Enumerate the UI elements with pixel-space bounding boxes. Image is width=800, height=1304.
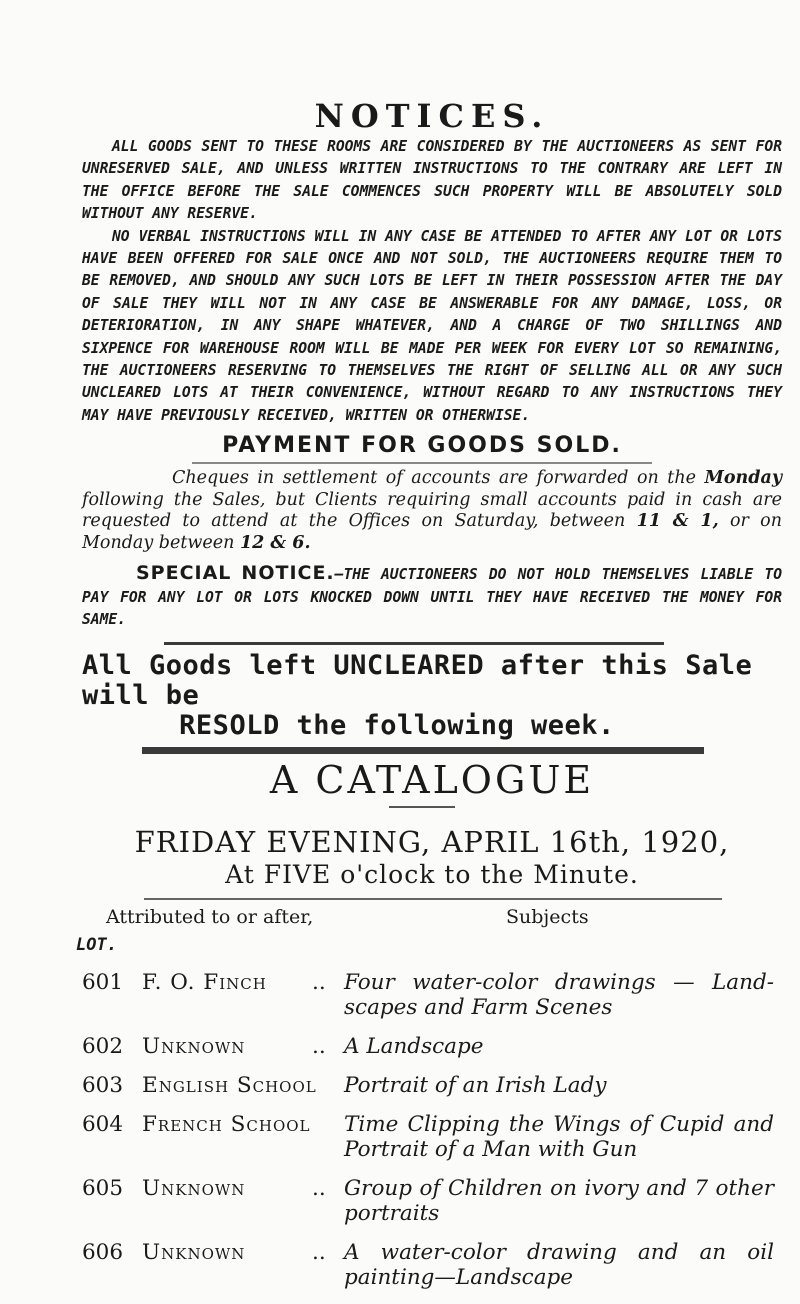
lot-number: 605 <box>82 1175 124 1201</box>
special-notice-lead: SPECIAL NOTICE. <box>136 562 335 585</box>
payment-paragraph <box>82 468 782 554</box>
sale-date: FRIDAY EVENING, APRIL 16th, 1920, <box>134 824 730 859</box>
lot-dots: .. <box>312 1239 326 1265</box>
lot-dots: .. <box>312 969 326 995</box>
payment-text-3: or on Monday between <box>82 511 782 553</box>
special-notice-text: —THE AUCTIONEERS DO NOT HOLD THEMSELVES LIABLE TO PAY FOR ANY LOT OR LOTS KNOCKED DOWN UNTIL THEY HAVE RECEIVED THE MONEY FOR SAME. <box>82 566 782 629</box>
lot-artist: F. O. Finch <box>142 969 267 995</box>
lot-artist: French School <box>142 1111 311 1137</box>
column-attributed: Attributed to or after, <box>106 905 314 928</box>
notice-verbal-instructions <box>82 226 782 428</box>
lot-artist: English School <box>142 1072 317 1098</box>
lot-row <box>82 970 782 1020</box>
lot-number: 602 <box>82 1033 124 1059</box>
payment-text-2: following the Sales, but Clients requiring small accounts paid in cash are requested to attend at the Offices on Saturday, between <box>82 489 782 532</box>
lot-number: 601 <box>82 969 124 995</box>
divider-rule <box>164 642 664 645</box>
payment-text-1: Cheques in settlement of accounts are forwarded on the <box>172 468 705 489</box>
sale-time: At FIVE o'clock to the Minute. <box>225 859 639 889</box>
payment-heading: PAYMENT FOR GOODS SOLD. <box>192 431 652 464</box>
lot-row <box>82 1176 782 1226</box>
payment-day: Monday <box>704 468 782 489</box>
payment-hours-monday: 12 & 6. <box>239 532 311 553</box>
column-lot: LOT. <box>76 934 117 955</box>
divider-rule-bottom <box>144 898 722 900</box>
lot-number: 604 <box>82 1111 124 1137</box>
lot-artist: Unknown <box>142 1175 246 1201</box>
notice-verbal-text: NO VERBAL INSTRUCTIONS WILL IN ANY CASE BE ATTENDED TO AFTER ANY LOT OR LOTS HAVE BEEN OFFERED FOR SALE ONCE AND NOT SOLD, THE AUCTIONEERS REQUIRE THEM TO BE REMOVED, AND SHOULD ANY SUCH LOTS BE LEFT IN THEIR POSSESSION AFTER THE DAY OF SALE THEY WILL NOT IN ANY CASE BE ANSWERABLE FOR ANY DAMAGE, LOSS, OR DETERIORATION, IN ANY SHAPE WHATEVER, AND A CHARGE OF TWO SHILLINGS AND SIXPENCE FOR WAREHOUSE ROOM WILL BE MADE PER WEEK FOR EVERY LOT SO REMAINING, THE AUCTIONEERS RESERVING TO THEMSELVES THE RIGHT OF SELLING ALL OR ANY SUCH UNCLEARED LOTS AT THEIR CONVENIENCE, WITHOUT REGARD TO ANY INSTRUCTIONS THEY MAY HAVE PREVIOUSLY RECEIVED, WRITTEN OR OTHERWISE. <box>82 227 782 424</box>
uncleared-line-1: All Goods left UNCLEARED after this Sale will be <box>82 649 753 711</box>
notice-unreserved-sale <box>82 136 782 226</box>
lot-row <box>82 1240 782 1290</box>
notices-title: NOTICES. <box>314 97 550 135</box>
lot-subject: Time Clipping the Wings of Cupid and Portrait of a Man with Gun <box>344 1111 774 1162</box>
lot-subject: Group of Children on ivory and 7 other portraits <box>344 1175 774 1226</box>
lot-subject: A Landscape <box>344 1033 484 1059</box>
catalogue-title: A CATALOGUE <box>269 757 595 802</box>
column-subjects: Subjects <box>506 905 589 928</box>
lot-subject: A water-color drawing and an oil painting—Landscape <box>344 1239 774 1290</box>
special-notice <box>82 562 782 631</box>
lot-row <box>82 1034 782 1059</box>
lot-artist: Unknown <box>142 1239 246 1265</box>
lot-number: 603 <box>82 1072 124 1098</box>
thick-divider-rule <box>142 747 704 754</box>
uncleared-line-2: RESOLD the following week. <box>179 709 615 741</box>
lot-dots: .. <box>312 1175 326 1201</box>
lot-list <box>82 970 782 1290</box>
payment-hours-saturday: 11 & 1, <box>636 511 719 532</box>
lot-subject: Four water-color drawings — Land-scapes and Farm Scenes <box>344 969 774 1020</box>
lot-dots: .. <box>312 1033 326 1059</box>
lot-number: 606 <box>82 1239 124 1265</box>
short-divider-rule <box>389 806 455 808</box>
column-headers <box>82 906 782 934</box>
lot-artist: Unknown <box>142 1033 246 1059</box>
catalogue-page <box>76 97 782 1304</box>
lot-row <box>82 1112 782 1162</box>
uncleared-goods-notice <box>82 651 782 741</box>
lot-row <box>82 1073 782 1098</box>
notice-unreserved-text: ALL GOODS SENT TO THESE ROOMS ARE CONSIDERED BY THE AUCTIONEERS AS SENT FOR UNRESERVED SALE, AND UNLESS WRITTEN INSTRUCTIONS TO THE CONTRARY ARE LEFT IN THE OFFICE BEFORE THE SALE COMMENCES SUCH PROPERTY WILL BE ABSOLUTELY SOLD WITHOUT ANY RESERVE. <box>82 138 782 223</box>
lot-subject: Portrait of an Irish Lady <box>344 1072 607 1098</box>
